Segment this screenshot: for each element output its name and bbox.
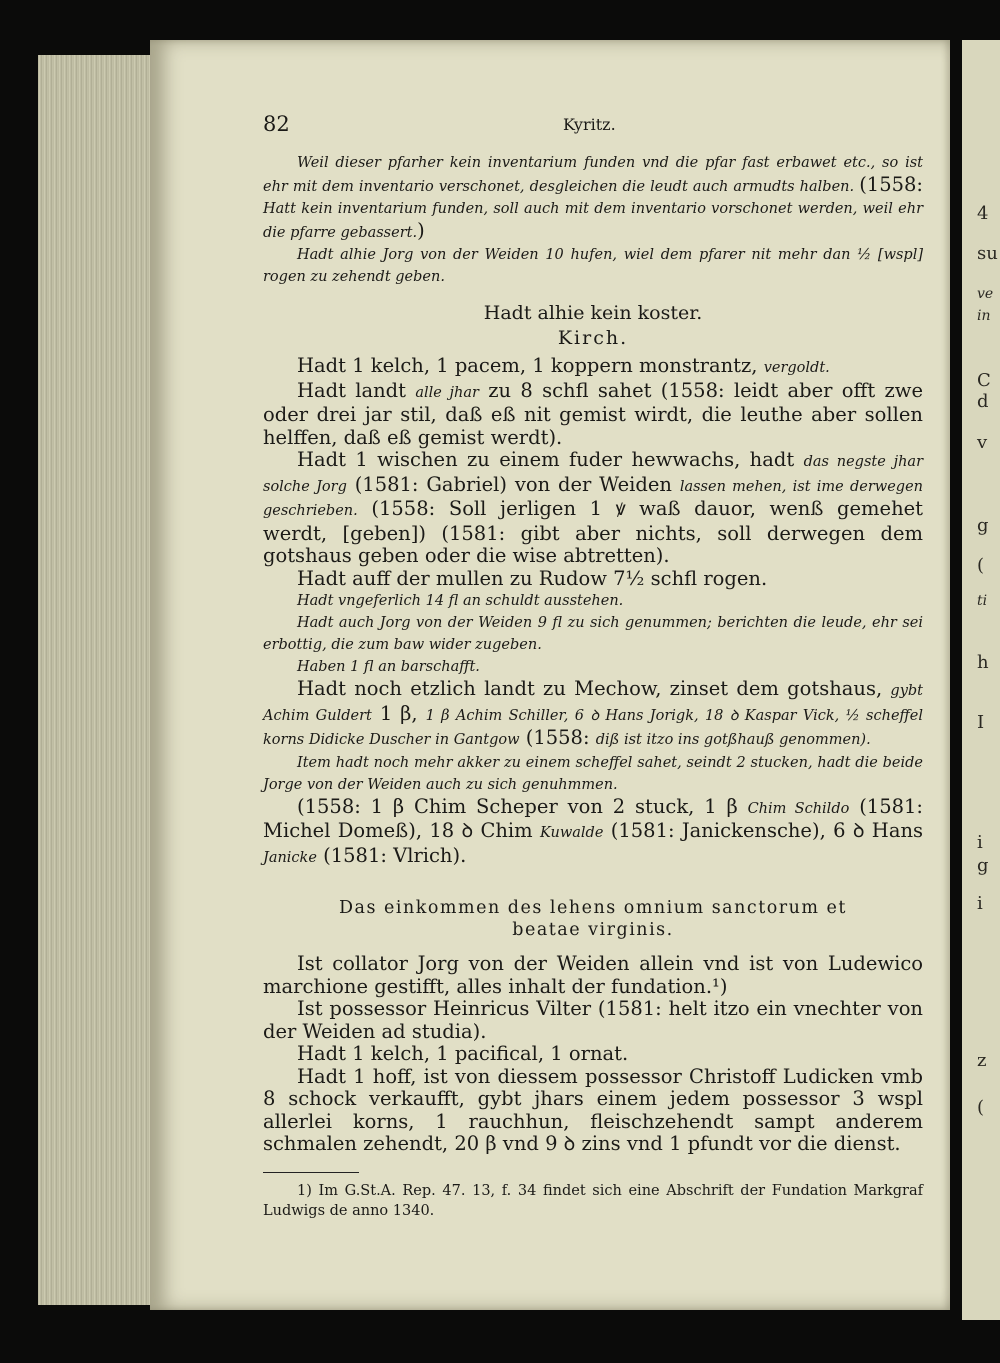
italic-text: Weil dieser pfarher kein inventarium funden vnd die pfar fast erbawet etc., so ist ehr mit dem inventario verschonet, desgleichen die leudt auch armudts halben. — [263, 155, 923, 195]
paragraph — [263, 796, 923, 870]
paragraph: Hadt 1 kelch, 1 pacifical, 1 ornat. — [297, 1042, 629, 1065]
paragraph — [263, 152, 923, 244]
italic-text: 1 β Achim Schiller, 6 ꝺ Hans Jorigk, 18 ꝺ Kaspar Vick, ½ scheffel korns Didicke Duscher in Gantgow — [263, 707, 924, 748]
italic-text: Hatt kein inventarium funden, soll auch mit dem inventario vorschonet werden, weil ehr die pfarre gebassert. — [263, 201, 923, 241]
italic-text: Janicke — [263, 849, 317, 866]
heading-line: Das einkommen des lehens omnium sanctorum et — [339, 898, 847, 918]
paragraph: Hadt 1 hoff, ist von diessem possessor Christoff Ludicken vmb 8 schock verkaufft, gybt jhars einem jedem possessor 3 wspl allerlei korns, 1 rauchhun, fleischzehendt sampt anderem schmalen zehendt, 20 β vnd 9 ꝺ zins vnd 1 pfundt vor die dienst. — [263, 1064, 923, 1155]
italic-text: vergoldt. — [763, 360, 830, 376]
running-title: Kyritz. — [563, 115, 616, 134]
paragraph: Ist possessor Heinricus Vilter (1581: helt itzo ein vnechter von der Weiden ad studia). — [263, 997, 923, 1043]
roman-text: Hadt 1 wischen zu einem fuder hewwachs, hadt — [297, 448, 795, 471]
facing-page-fragment: g — [977, 515, 989, 536]
heading-line: beatae virginis. — [512, 920, 674, 940]
facing-page-fragment: 4 — [977, 203, 989, 224]
facing-page-fragment: z — [977, 1050, 987, 1071]
paragraph — [263, 380, 923, 450]
roman-text: ) — [417, 219, 425, 242]
facing-page-fragment: h — [977, 652, 989, 673]
page-number: 82 — [263, 112, 290, 136]
roman-text: 1 β, — [379, 701, 418, 725]
roman-text: zu 8 schfl sahet (1558: leidt aber offt zwe oder drei jar stil, daß eß nit gemist wirdt, die leuthe aber sollen helffen, daß eß gemist werdt). — [263, 378, 924, 449]
roman-text: Hadt 1 kelch, 1 pacem, 1 koppern monstrantz, — [297, 354, 758, 377]
roman-text: (1581: Janickensche), 6 ꝺ Hans — [610, 819, 924, 842]
italic-text: alle jhar — [415, 384, 479, 401]
italic-text: gybt Achim Guldert — [263, 683, 923, 724]
roman-text: (1581: Michel Domeß), 18 ꝺ Chim — [263, 794, 923, 842]
roman-text: (1558: — [859, 173, 924, 196]
roman-text: (1558: 1 β Chim Scheper von 2 stuck, 1 β — [297, 794, 738, 818]
italic-text: diß ist itzo ins gotßhauß genommen). — [595, 732, 871, 748]
section-heading: Hadt alhie kein koster. — [483, 302, 703, 324]
roman-text: (1558: Soll jerligen 1 ꝟ waß dauor, wenß gemehet werdt, [geben]) (1581: gibt aber nichts, soll derwegen dem gotshaus geben oder die wise abtretten). — [263, 497, 924, 567]
roman-text: (1581: Vlrich). — [323, 843, 467, 867]
facing-page-fragment: I — [977, 712, 985, 733]
paragraph: Hadt vngeferlich 14 fl an schuldt ausstehen. — [297, 593, 624, 609]
facing-page-fragment: d — [977, 391, 989, 412]
footnote-rule — [263, 1172, 359, 1173]
facing-page-fragment: ( — [977, 1097, 985, 1118]
facing-page-fragment: ve — [977, 286, 994, 302]
italic-text: lassen mehen, ist ime derwegen geschrieben. — [263, 478, 923, 519]
facing-page-fragment: C — [977, 370, 991, 391]
paragraph: Hadt auch Jorg von der Weiden 9 fl zu sich genummen; berichten die leude, ehr sei erbottig, die zum baw wider zugeben. — [263, 615, 923, 653]
facing-page-fragment: g — [977, 855, 989, 876]
facing-page-fragment: in — [977, 308, 991, 324]
paragraph: Ist collator Jorg von der Weiden allein vnd ist von Ludewico marchione gestifft, alles inhalt der fundation.¹) — [263, 952, 923, 998]
facing-page-fragment: su — [977, 243, 998, 264]
roman-text: (1558: — [525, 726, 590, 749]
section-heading — [263, 897, 923, 941]
facing-page-fragment: i — [977, 832, 983, 853]
paragraph: Hadt auff der mullen zu Rudow 7½ schfl rogen. — [297, 566, 768, 590]
paragraph: Haben 1 fl an barschafft. — [297, 659, 480, 675]
italic-text: Kuwalde — [540, 825, 604, 841]
facing-page-fragment: ti — [977, 593, 988, 609]
paragraph — [263, 355, 923, 380]
roman-text: (1581: Gabriel) von der Weiden — [354, 472, 672, 496]
page-header — [263, 112, 923, 142]
paragraph: Hadt alhie Jorg von der Weiden 10 hufen, wiel dem pfarer nit mehr dan ½ [wspl] rogen zu zehendt geben. — [263, 247, 923, 285]
paragraph — [263, 449, 923, 568]
italic-text: Chim Schildo — [747, 800, 850, 817]
book-page-edges — [38, 55, 156, 1305]
italic-text: das negste jhar solche Jorg — [263, 454, 923, 495]
footnote: 1) Im G.St.A. Rep. 47. 13, f. 34 findet sich eine Abschrift der Fundation Markgraf Ludwigs de anno 1340. — [263, 1182, 923, 1219]
section-heading: Kirch. — [557, 326, 629, 349]
page-body — [263, 152, 923, 1221]
facing-page-edge — [962, 40, 1000, 1320]
roman-text: Hadt landt — [297, 378, 406, 402]
paragraph — [263, 678, 923, 752]
facing-page-fragment: ( — [977, 555, 985, 576]
roman-text: Hadt noch etzlich landt zu Mechow, zinset dem gotshaus, — [297, 677, 883, 700]
spacer — [263, 869, 923, 897]
facing-page-fragment: i — [977, 893, 983, 914]
paragraph: Item hadt noch mehr akker zu einem scheffel sahet, seindt 2 stucken, hadt die beide Jorge von der Weiden auch zu sich genuhmmen. — [263, 754, 923, 793]
facing-page-fragment: v — [977, 432, 988, 453]
